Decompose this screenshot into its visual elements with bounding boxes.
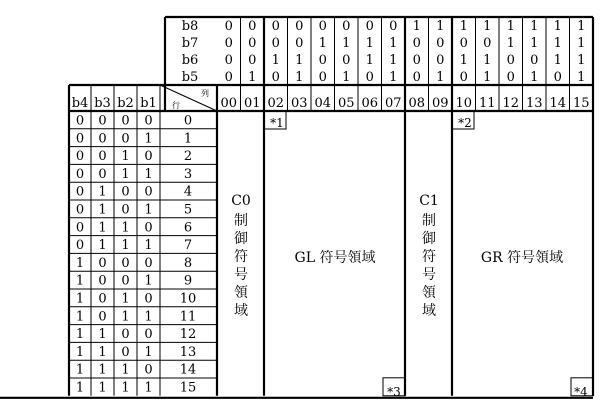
row-bit: 1 xyxy=(144,344,153,360)
column-bit: 1 xyxy=(577,53,586,68)
row-bit: 0 xyxy=(98,131,107,147)
column-bit: 1 xyxy=(459,53,468,68)
row-bit: 1 xyxy=(75,273,85,289)
row-bit: 1 xyxy=(75,344,85,360)
row-bit: 1 xyxy=(121,149,130,165)
column-bit: 1 xyxy=(365,36,374,51)
row-bit: 0 xyxy=(121,344,130,360)
column-bit: 1 xyxy=(248,70,257,85)
row-bit: 0 xyxy=(98,255,107,271)
row-bit: 0 xyxy=(121,255,130,271)
column-bit: 1 xyxy=(553,36,562,51)
column-bit: 0 xyxy=(459,36,468,51)
column-bit: 1 xyxy=(412,19,421,34)
column-label: 06 xyxy=(361,96,379,111)
column-bit: 0 xyxy=(483,36,492,51)
column-bit: 0 xyxy=(295,19,304,34)
row-bit: 0 xyxy=(144,291,153,307)
row-bit: 0 xyxy=(75,184,85,200)
row-bit: 1 xyxy=(98,184,107,200)
column-bit: 0 xyxy=(295,36,304,51)
c1-region-char: 域 xyxy=(422,303,436,319)
column-bit: 0 xyxy=(459,70,468,85)
column-bit: 1 xyxy=(530,36,539,51)
column-bit: 0 xyxy=(271,36,280,51)
column-label: 09 xyxy=(431,96,449,111)
row-bit: 1 xyxy=(98,327,107,343)
column-bit: 1 xyxy=(436,19,445,34)
note-3-marker: *3 xyxy=(387,385,401,399)
c1-region-char: 領 xyxy=(422,285,436,301)
row-label: 4 xyxy=(183,184,193,200)
row-bit: 0 xyxy=(75,149,85,165)
row-bit: 0 xyxy=(98,309,107,325)
row-bit: 0 xyxy=(75,166,85,182)
row-label: 6 xyxy=(183,220,193,236)
column-bit: 0 xyxy=(389,19,398,34)
row-bit: 0 xyxy=(144,184,153,200)
row-bit: 0 xyxy=(75,220,85,236)
column-bit: 1 xyxy=(577,19,586,34)
low-bit-label: b2 xyxy=(117,96,134,111)
row-bit: 1 xyxy=(98,238,107,254)
row-label: 1 xyxy=(183,131,193,147)
row-bit: 1 xyxy=(98,380,107,396)
row-label: 5 xyxy=(183,202,193,218)
column-bit: 0 xyxy=(248,19,257,34)
row-bit: 0 xyxy=(121,273,130,289)
column-label: 00 xyxy=(220,96,238,111)
c1-region-code: C1 xyxy=(419,193,439,209)
column-bit: 1 xyxy=(577,36,586,51)
c0-region-code: C0 xyxy=(231,193,251,209)
c1-region-char: 制 xyxy=(422,213,436,229)
row-bit: 1 xyxy=(121,220,130,236)
row-bit: 1 xyxy=(121,362,130,378)
row-bit: 0 xyxy=(98,166,107,182)
row-bit: 0 xyxy=(98,273,107,289)
row-bit: 0 xyxy=(121,327,130,343)
row-label: 9 xyxy=(183,273,193,289)
column-label: 13 xyxy=(525,96,543,111)
row-bit: 0 xyxy=(98,291,107,307)
c0-region-char: 符 xyxy=(234,249,248,265)
row-bit: 0 xyxy=(98,149,107,165)
column-bit: 0 xyxy=(271,70,280,85)
row-bit: 1 xyxy=(75,327,85,343)
row-bit: 1 xyxy=(144,238,153,254)
c0-region-char: 号 xyxy=(234,267,248,283)
column-bit: 0 xyxy=(506,53,515,68)
column-bit: 0 xyxy=(342,53,351,68)
row-header-label: 行 xyxy=(172,101,180,110)
column-bit: 0 xyxy=(248,36,257,51)
c0-region-char: 域 xyxy=(234,303,248,319)
column-bit: 1 xyxy=(271,53,280,68)
c1-region-char: 符 xyxy=(422,249,436,265)
row-bit: 1 xyxy=(121,238,130,254)
column-bit: 1 xyxy=(342,36,351,51)
column-bit: 0 xyxy=(318,53,327,68)
column-bit: 0 xyxy=(224,19,233,34)
column-label: 01 xyxy=(243,96,261,111)
row-label: 0 xyxy=(183,113,193,129)
row-bit: 1 xyxy=(75,291,85,307)
row-bit: 0 xyxy=(98,113,107,129)
column-bit: 0 xyxy=(224,36,233,51)
high-bit-label: b5 xyxy=(181,70,199,85)
row-bit: 0 xyxy=(75,131,85,147)
row-bit: 1 xyxy=(98,362,107,378)
row-label: 8 xyxy=(183,255,193,271)
column-bit: 1 xyxy=(295,70,304,85)
row-bit: 1 xyxy=(75,362,85,378)
column-label: 10 xyxy=(455,96,473,111)
column-bit: 1 xyxy=(553,19,562,34)
column-label: 15 xyxy=(572,96,590,111)
row-label: 3 xyxy=(183,166,193,182)
low-bit-label: b1 xyxy=(140,96,157,111)
column-bit: 1 xyxy=(436,70,445,85)
column-bit: 1 xyxy=(342,70,351,85)
row-bit: 0 xyxy=(121,184,130,200)
gl-region-label: GL 符号領域 xyxy=(294,250,376,266)
column-bit: 1 xyxy=(318,36,327,51)
row-bit: 0 xyxy=(144,255,153,271)
column-bit: 0 xyxy=(365,70,374,85)
column-bit: 0 xyxy=(553,70,562,85)
column-bit: 0 xyxy=(318,19,327,34)
row-label: 14 xyxy=(179,362,197,378)
row-bit: 0 xyxy=(144,327,153,343)
column-bit: 1 xyxy=(483,19,492,34)
row-bit: 1 xyxy=(75,309,85,325)
row-bit: 0 xyxy=(121,131,130,147)
column-bit: 0 xyxy=(224,53,233,68)
note-2-marker: *2 xyxy=(458,116,472,130)
row-label: 11 xyxy=(179,309,197,325)
row-bit: 0 xyxy=(121,113,130,129)
column-label: 04 xyxy=(314,96,332,111)
column-bit: 1 xyxy=(389,36,398,51)
column-bit: 1 xyxy=(506,19,515,34)
row-bit: 1 xyxy=(121,291,130,307)
row-bit: 0 xyxy=(144,220,153,236)
c1-region-char: 御 xyxy=(422,231,436,247)
row-label: 12 xyxy=(179,327,197,343)
column-label: 14 xyxy=(549,96,567,111)
column-label: 11 xyxy=(478,96,496,111)
column-bit: 1 xyxy=(365,53,374,68)
low-bit-label: b3 xyxy=(94,96,111,111)
row-bit: 0 xyxy=(121,202,130,218)
column-bit: 0 xyxy=(248,53,257,68)
column-label: 08 xyxy=(408,96,426,111)
column-bit: 1 xyxy=(553,53,562,68)
row-bit: 1 xyxy=(144,380,153,396)
row-bit: 0 xyxy=(75,238,85,254)
row-bit: 1 xyxy=(121,166,130,182)
column-bit: 0 xyxy=(436,36,445,51)
column-label: 12 xyxy=(502,96,520,111)
column-label: 03 xyxy=(290,96,308,111)
column-header-label: 列 xyxy=(201,89,209,98)
row-label: 10 xyxy=(179,291,197,307)
column-bit: 1 xyxy=(530,19,539,34)
row-bit: 1 xyxy=(75,255,85,271)
column-bit: 1 xyxy=(506,36,515,51)
row-bit: 1 xyxy=(98,220,107,236)
gr-region-label: GR 符号領域 xyxy=(480,250,564,266)
column-bit: 1 xyxy=(389,70,398,85)
row-bit: 1 xyxy=(144,131,153,147)
column-bit: 0 xyxy=(436,53,445,68)
row-bit: 1 xyxy=(144,273,153,289)
note-1-marker: *1 xyxy=(270,116,284,130)
column-bit: 0 xyxy=(412,36,421,51)
row-bit: 1 xyxy=(75,380,85,396)
column-label: 07 xyxy=(384,96,402,111)
row-label: 13 xyxy=(179,344,197,360)
column-bit: 0 xyxy=(506,70,515,85)
row-bit: 1 xyxy=(144,166,153,182)
column-bit: 1 xyxy=(483,70,492,85)
row-bit: 1 xyxy=(121,309,130,325)
column-bit: 1 xyxy=(389,53,398,68)
c0-region-char: 制 xyxy=(234,213,248,229)
table-text xyxy=(72,19,590,396)
c0-region-char: 領 xyxy=(234,285,248,301)
row-bit: 1 xyxy=(144,309,153,325)
high-bit-label: b6 xyxy=(181,53,199,68)
row-bit: 1 xyxy=(121,380,130,396)
row-label: 15 xyxy=(179,380,197,396)
row-bit: 1 xyxy=(98,202,107,218)
high-bit-label: b8 xyxy=(181,19,199,34)
column-bit: 1 xyxy=(459,19,468,34)
row-label: 7 xyxy=(183,238,193,254)
column-bit: 0 xyxy=(224,70,233,85)
row-bit: 0 xyxy=(144,362,153,378)
column-bit: 0 xyxy=(412,70,421,85)
column-bit: 0 xyxy=(365,19,374,34)
column-bit: 0 xyxy=(271,19,280,34)
column-bit: 1 xyxy=(577,70,586,85)
row-bit: 0 xyxy=(75,202,85,218)
note-4-marker: *4 xyxy=(574,385,588,399)
low-bit-label: b4 xyxy=(71,96,89,111)
column-bit: 0 xyxy=(412,53,421,68)
column-label: 02 xyxy=(267,96,285,111)
column-bit: 0 xyxy=(342,19,351,34)
column-bit: 1 xyxy=(530,70,539,85)
column-bit: 1 xyxy=(483,53,492,68)
column-bit: 0 xyxy=(318,70,327,85)
column-bit: 1 xyxy=(295,53,304,68)
high-bit-label: b7 xyxy=(181,36,199,51)
row-bit: 0 xyxy=(144,113,153,129)
row-label: 2 xyxy=(183,149,193,165)
row-bit: 1 xyxy=(98,344,107,360)
c1-region-char: 号 xyxy=(422,267,436,283)
column-bit: 0 xyxy=(530,53,539,68)
c0-region-char: 御 xyxy=(234,231,248,247)
row-bit: 1 xyxy=(144,202,153,218)
row-bit: 0 xyxy=(75,113,85,129)
column-label: 05 xyxy=(337,96,355,111)
row-bit: 0 xyxy=(144,149,153,165)
